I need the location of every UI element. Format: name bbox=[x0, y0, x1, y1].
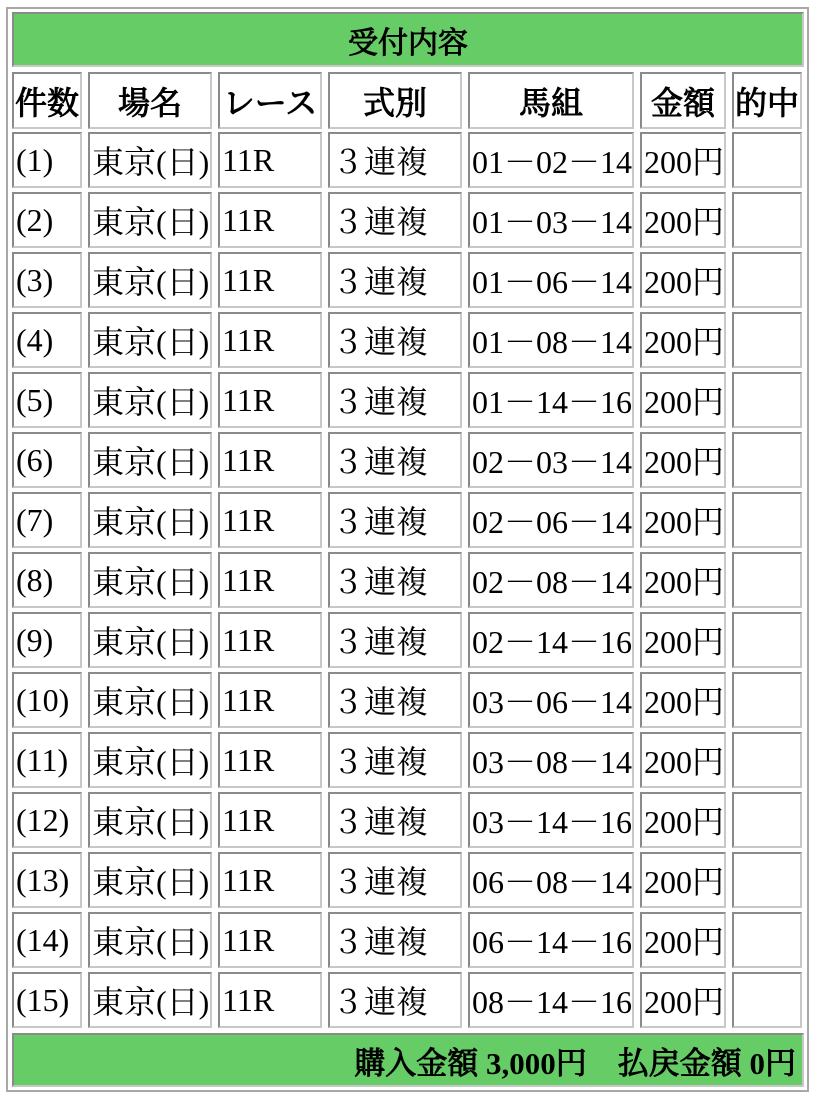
cell-col-combination: 02－08－14 bbox=[468, 552, 634, 608]
cell-col-venue: 東京(日) bbox=[88, 852, 212, 908]
cell-col-bet-type: ３連複 bbox=[328, 252, 462, 308]
cell-col-amount: 200円 bbox=[640, 852, 726, 908]
cell-col-bet-type: ３連複 bbox=[328, 192, 462, 248]
cell-col-hit bbox=[732, 852, 802, 908]
cell-col-hit bbox=[732, 372, 802, 428]
cell-col-amount: 200円 bbox=[640, 912, 726, 968]
cell-col-race: 11R bbox=[218, 372, 322, 428]
cell-col-count: (13) bbox=[12, 852, 82, 908]
cell-col-hit bbox=[732, 252, 802, 308]
header-col-amount: 金額 bbox=[640, 72, 726, 129]
table-footer-total: 購入金額 3,000円 払戻金額 0円 bbox=[12, 1033, 804, 1087]
cell-col-race: 11R bbox=[218, 552, 322, 608]
cell-col-hit bbox=[732, 792, 802, 848]
cell-col-race: 11R bbox=[218, 792, 322, 848]
cell-col-venue: 東京(日) bbox=[88, 672, 212, 728]
cell-col-venue: 東京(日) bbox=[88, 912, 212, 968]
cell-col-combination: 01－06－14 bbox=[468, 252, 634, 308]
cell-col-hit bbox=[732, 132, 802, 188]
cell-col-count: (1) bbox=[12, 132, 82, 188]
cell-col-race: 11R bbox=[218, 252, 322, 308]
cell-col-venue: 東京(日) bbox=[88, 612, 212, 668]
cell-col-count: (6) bbox=[12, 432, 82, 488]
cell-col-bet-type: ３連複 bbox=[328, 792, 462, 848]
cell-col-amount: 200円 bbox=[640, 192, 726, 248]
cell-col-venue: 東京(日) bbox=[88, 312, 212, 368]
cell-col-amount: 200円 bbox=[640, 612, 726, 668]
cell-col-bet-type: ３連複 bbox=[328, 432, 462, 488]
cell-col-combination: 03－08－14 bbox=[468, 732, 634, 788]
header-col-hit: 的中 bbox=[732, 72, 802, 129]
cell-col-amount: 200円 bbox=[640, 132, 726, 188]
header-col-race: レース bbox=[218, 72, 322, 129]
cell-col-amount: 200円 bbox=[640, 312, 726, 368]
cell-col-race: 11R bbox=[218, 492, 322, 548]
cell-col-hit bbox=[732, 432, 802, 488]
cell-col-race: 11R bbox=[218, 312, 322, 368]
cell-col-count: (10) bbox=[12, 672, 82, 728]
cell-col-combination: 01－14－16 bbox=[468, 372, 634, 428]
cell-col-count: (3) bbox=[12, 252, 82, 308]
cell-col-count: (9) bbox=[12, 612, 82, 668]
cell-col-count: (11) bbox=[12, 732, 82, 788]
cell-col-bet-type: ３連複 bbox=[328, 372, 462, 428]
cell-col-hit bbox=[732, 912, 802, 968]
cell-col-race: 11R bbox=[218, 612, 322, 668]
cell-col-bet-type: ３連複 bbox=[328, 672, 462, 728]
cell-col-count: (14) bbox=[12, 912, 82, 968]
receipt-table bbox=[6, 7, 809, 1092]
cell-col-count: (12) bbox=[12, 792, 82, 848]
cell-col-venue: 東京(日) bbox=[88, 732, 212, 788]
cell-col-combination: 03－06－14 bbox=[468, 672, 634, 728]
cell-col-amount: 200円 bbox=[640, 432, 726, 488]
cell-col-race: 11R bbox=[218, 852, 322, 908]
cell-col-bet-type: ３連複 bbox=[328, 852, 462, 908]
cell-col-hit bbox=[732, 672, 802, 728]
cell-col-venue: 東京(日) bbox=[88, 552, 212, 608]
cell-col-race: 11R bbox=[218, 912, 322, 968]
cell-col-bet-type: ３連複 bbox=[328, 972, 462, 1028]
cell-col-amount: 200円 bbox=[640, 972, 726, 1028]
cell-col-hit bbox=[732, 192, 802, 248]
cell-col-venue: 東京(日) bbox=[88, 372, 212, 428]
header-col-combination: 馬組 bbox=[468, 72, 634, 129]
cell-col-venue: 東京(日) bbox=[88, 252, 212, 308]
cell-col-combination: 02－06－14 bbox=[468, 492, 634, 548]
header-col-count: 件数 bbox=[12, 72, 82, 129]
cell-col-venue: 東京(日) bbox=[88, 432, 212, 488]
cell-col-combination: 02－03－14 bbox=[468, 432, 634, 488]
cell-col-bet-type: ３連複 bbox=[328, 612, 462, 668]
header-col-bet-type: 式別 bbox=[328, 72, 462, 129]
cell-col-combination: 01－02－14 bbox=[468, 132, 634, 188]
cell-col-hit bbox=[732, 972, 802, 1028]
cell-col-bet-type: ３連複 bbox=[328, 132, 462, 188]
cell-col-combination: 03－14－16 bbox=[468, 792, 634, 848]
cell-col-hit bbox=[732, 732, 802, 788]
cell-col-venue: 東京(日) bbox=[88, 492, 212, 548]
cell-col-amount: 200円 bbox=[640, 372, 726, 428]
table-title: 受付内容 bbox=[12, 12, 804, 67]
cell-col-bet-type: ３連複 bbox=[328, 732, 462, 788]
cell-col-bet-type: ３連複 bbox=[328, 312, 462, 368]
cell-col-venue: 東京(日) bbox=[88, 972, 212, 1028]
cell-col-amount: 200円 bbox=[640, 672, 726, 728]
cell-col-combination: 01－03－14 bbox=[468, 192, 634, 248]
cell-col-count: (4) bbox=[12, 312, 82, 368]
cell-col-combination: 02－14－16 bbox=[468, 612, 634, 668]
cell-col-race: 11R bbox=[218, 672, 322, 728]
cell-col-hit bbox=[732, 612, 802, 668]
cell-col-combination: 06－08－14 bbox=[468, 852, 634, 908]
cell-col-combination: 06－14－16 bbox=[468, 912, 634, 968]
cell-col-count: (7) bbox=[12, 492, 82, 548]
cell-col-bet-type: ３連複 bbox=[328, 552, 462, 608]
cell-col-amount: 200円 bbox=[640, 792, 726, 848]
header-col-venue: 場名 bbox=[88, 72, 212, 129]
cell-col-bet-type: ３連複 bbox=[328, 492, 462, 548]
cell-col-bet-type: ３連複 bbox=[328, 912, 462, 968]
cell-col-count: (8) bbox=[12, 552, 82, 608]
cell-col-count: (2) bbox=[12, 192, 82, 248]
cell-col-venue: 東京(日) bbox=[88, 132, 212, 188]
cell-col-race: 11R bbox=[218, 432, 322, 488]
cell-col-venue: 東京(日) bbox=[88, 192, 212, 248]
cell-col-hit bbox=[732, 492, 802, 548]
cell-col-count: (5) bbox=[12, 372, 82, 428]
cell-col-amount: 200円 bbox=[640, 732, 726, 788]
cell-col-race: 11R bbox=[218, 132, 322, 188]
cell-col-amount: 200円 bbox=[640, 252, 726, 308]
cell-col-hit bbox=[732, 312, 802, 368]
cell-col-race: 11R bbox=[218, 192, 322, 248]
cell-col-race: 11R bbox=[218, 972, 322, 1028]
cell-col-venue: 東京(日) bbox=[88, 792, 212, 848]
cell-col-amount: 200円 bbox=[640, 492, 726, 548]
cell-col-hit bbox=[732, 552, 802, 608]
cell-col-combination: 01－08－14 bbox=[468, 312, 634, 368]
cell-col-combination: 08－14－16 bbox=[468, 972, 634, 1028]
cell-col-amount: 200円 bbox=[640, 552, 726, 608]
cell-col-race: 11R bbox=[218, 732, 322, 788]
cell-col-count: (15) bbox=[12, 972, 82, 1028]
